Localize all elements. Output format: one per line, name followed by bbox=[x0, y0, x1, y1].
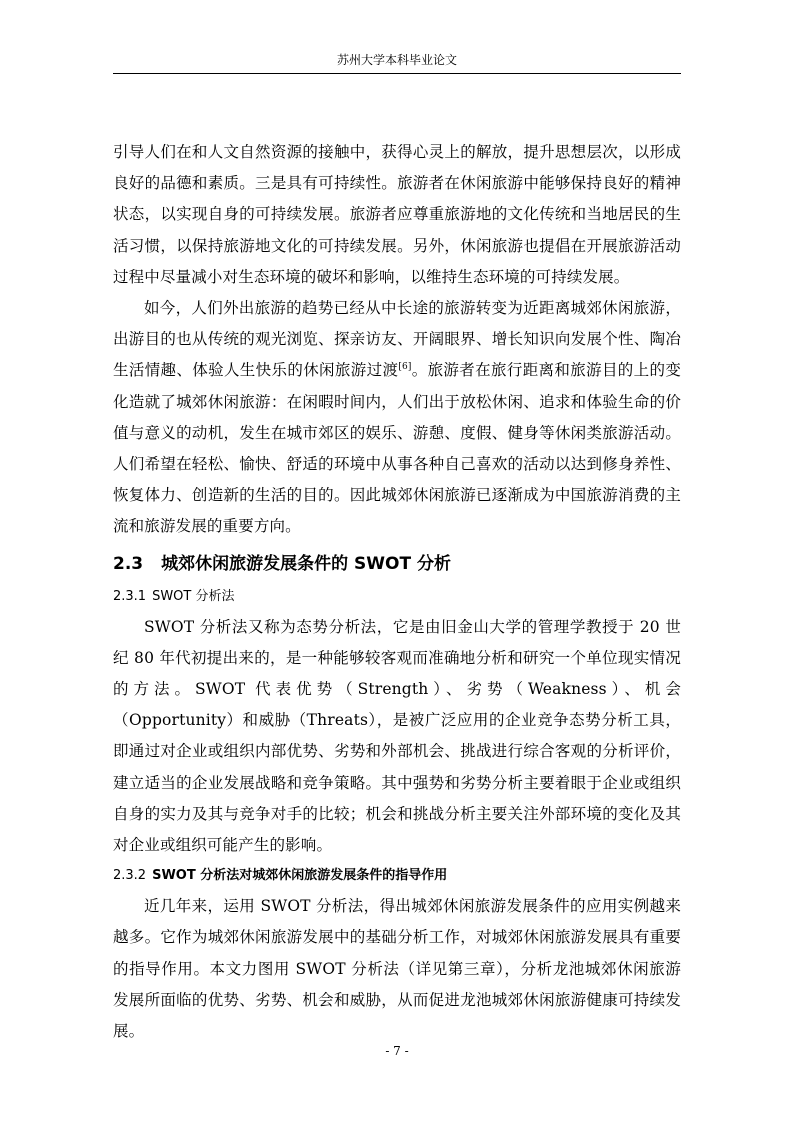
subsection-number-2: 2.3.2 bbox=[113, 868, 147, 884]
subsection-heading-1 bbox=[113, 582, 681, 612]
running-header: 苏州大学本科毕业论文 bbox=[336, 53, 457, 67]
header-rule bbox=[113, 73, 681, 74]
paragraph-continued: 引导人们在和人文自然资源的接触中，获得心灵上的解放，提升思想层次，以形成良好的品德和素质。三是具有可持续性。旅游者在休闲旅游中能够保持良好的精神状态，以实现自身的可持续发展。旅游者应尊重旅游地的文化传统和当地居民的生活习惯，以保持旅游地文化的可持续发展。另外，休闲旅游也提倡在开展旅游活动过程中尽量减小对生态环境的破坏和影响，以维持生态环境的可持续发展。 bbox=[113, 143, 681, 286]
section-number: 2.3 bbox=[113, 553, 144, 574]
section-heading bbox=[113, 549, 681, 579]
subsection-title-1: SWOT 分析法 bbox=[152, 588, 235, 604]
paragraph-trend-text-1: 如今，人们外出旅游的趋势已经从中长途的旅游转变为近距离城郊休闲旅游，出游目的也从传统的观光浏览、探亲访友、开阔眼界、增长知识向发展个性、陶冶生活情趣、体验人生快乐的休闲旅游过渡 bbox=[113, 299, 681, 380]
paragraph-trend-text-2: 。旅游者在旅行距离和旅游目的上的变化造就了城郊休闲旅游：在闲暇时间内，人们出于放松休闲、追求和体验生命的价值与意义的动机，发生在城市郊区的娱乐、游憩、度假、健身等休闲类旅游活动。人们希望在轻松、愉快、舒适的环境中从事各种自己喜欢的活动以达到修身养性、恢复体力、创造新的生活的目的。因此城郊休闲旅游已逐渐成为中国旅游消费的主流和旅游发展的重要方向。 bbox=[113, 361, 681, 536]
citation-ref: [6] bbox=[398, 362, 412, 373]
subsection-number-1: 2.3.1 bbox=[113, 588, 147, 604]
paragraph-trend bbox=[113, 293, 681, 543]
subsection-heading-2 bbox=[113, 861, 681, 891]
subsection-title-2: SWOT 分析法对城郊休闲旅游发展条件的指导作用 bbox=[152, 868, 448, 884]
paragraph-swot-guidance: 近几年来，运用 SWOT 分析法，得出城郊休闲旅游发展条件的应用实例越来越多。它作为城郊休闲旅游发展中的基础分析工作，对城郊休闲旅游发展具有重要的指导作用。本文力图用 SWOT 分析法（详见第三章），分析龙池城郊休闲旅游发展所面临的优势、劣势、机会和威胁，从而促进龙池城郊休闲旅游健康可持续发展。 bbox=[113, 897, 681, 1041]
page-body bbox=[113, 137, 681, 1047]
page-number: - 7 - bbox=[385, 1044, 409, 1058]
section-title: 城郊休闲旅游发展条件的 SWOT 分析 bbox=[161, 553, 452, 574]
paragraph-swot-method: SWOT 分析法又称为态势分析法，它是由旧金山大学的管理学教授于 20 世纪 80 年代初提出来的，是一种能够较客观而准确地分析和研究一个单位现实情况的方法。SWOT 代表优势（Strength）、劣势（Weakness）、机会（Opportunity）和威胁（Threats），是被广泛应用的企业竞争态势分析工具，即通过对企业或组织内部优势、劣势和外部机会、挑战进行综合客观的分析评价，建立适当的企业发展战略和竞争策略。其中强势和劣势分析主要着眼于企业或组织自身的实力及其与竞争对手的比较；机会和挑战分析主要关注外部环境的变化及其对企业或组织可能产生的影响。 bbox=[113, 617, 681, 855]
